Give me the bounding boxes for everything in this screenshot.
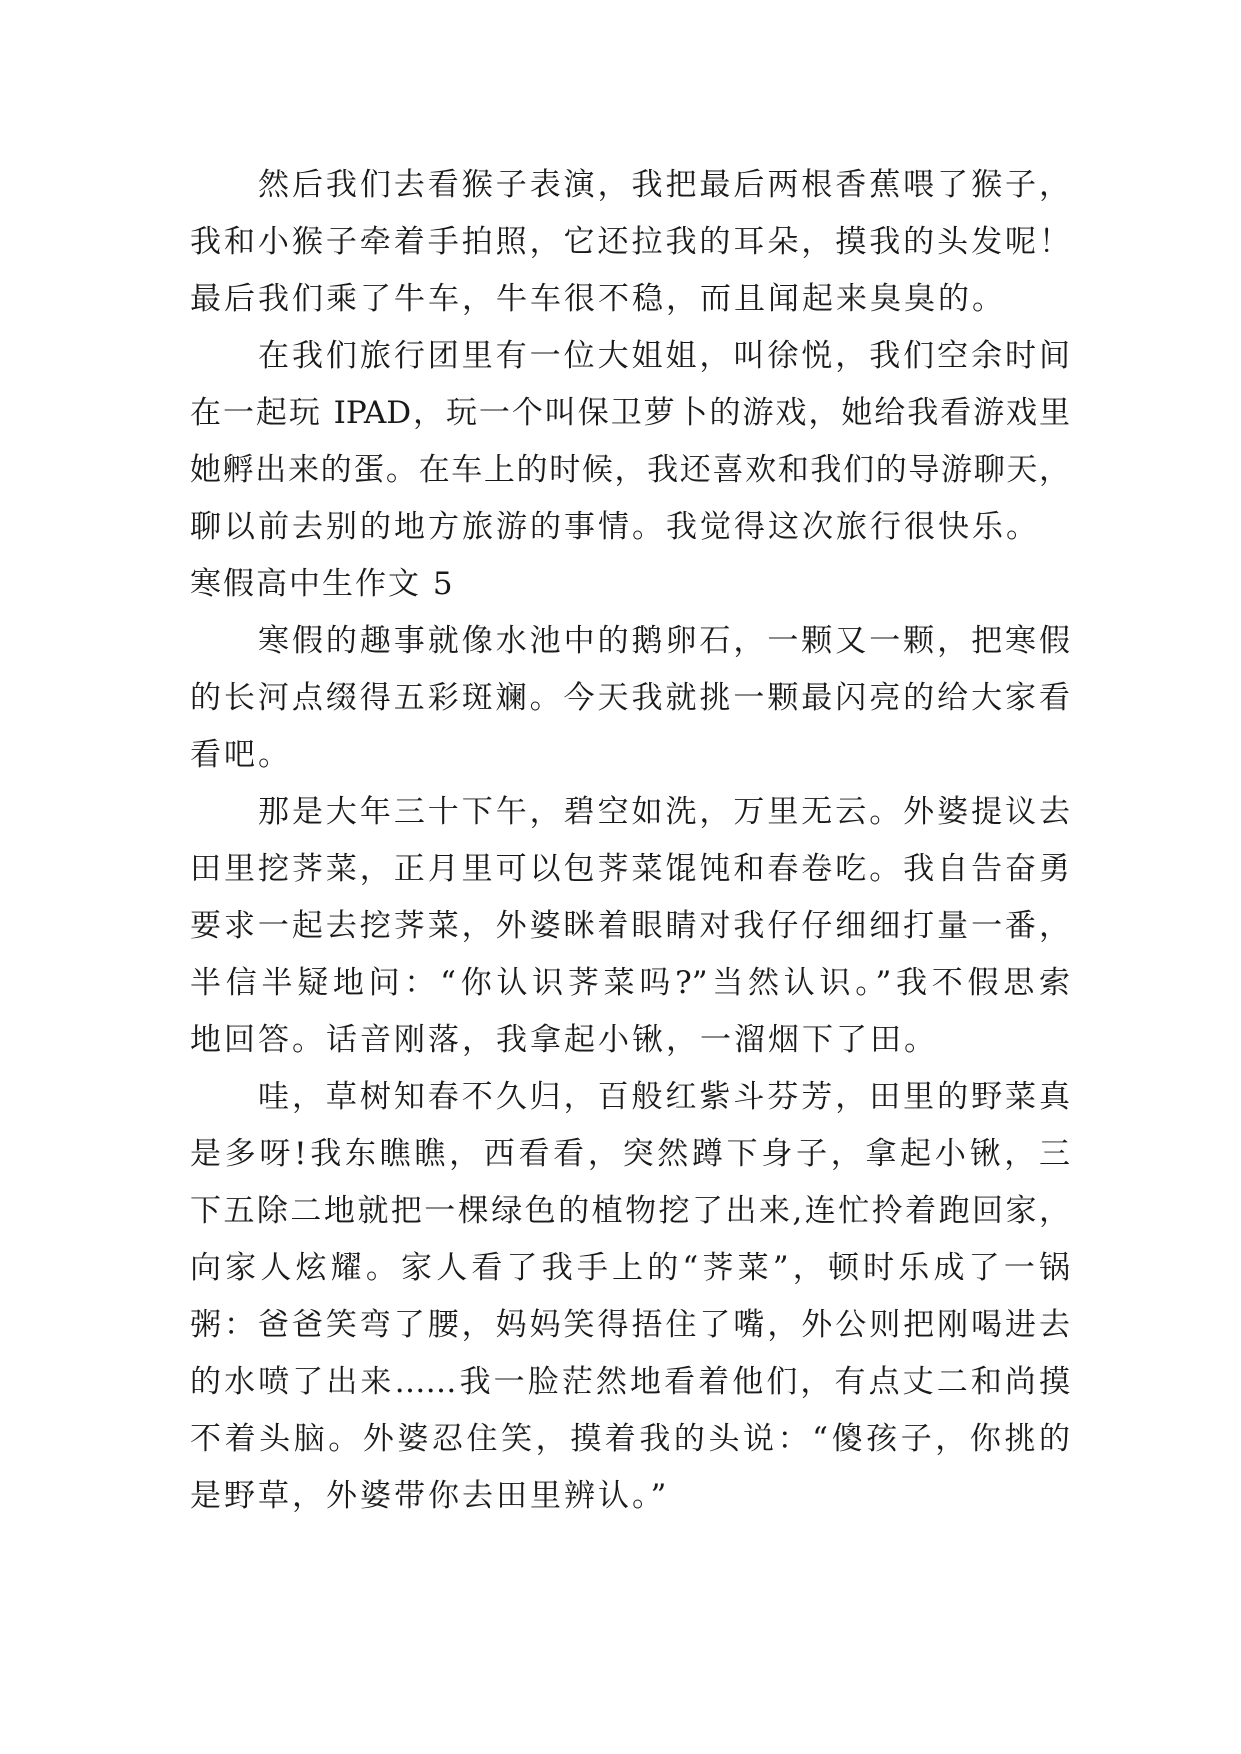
text-line: 在我们旅行团里有一位大姐姐，叫徐悦，我们空余时间 <box>258 338 1070 374</box>
text-line: 不着头脑。外婆忍住笑，摸着我的头说：“傻孩子，你挑的 <box>190 1421 1070 1457</box>
text-line: 下五除二地就把一棵绿色的植物挖了出来,连忙拎着跑回家， <box>190 1193 1070 1229</box>
text-line: 田里挖荠菜，正月里可以包荠菜馄饨和春卷吃。我自告奋勇 <box>190 851 1070 887</box>
text-line: 是野草，外婆带你去田里辨认。” <box>190 1478 670 1514</box>
text-line: 半信半疑地问：“你认识荠菜吗?”当然认识。”我不假思索 <box>190 965 1070 1001</box>
text-line: 最后我们乘了牛车，牛车很不稳，而且闻起来臭臭的。 <box>190 281 1006 317</box>
document-page <box>190 157 1070 1525</box>
text-line: 她孵出来的蛋。在车上的时候，我还喜欢和我们的导游聊天， <box>190 452 1070 488</box>
text-line: 然后我们去看猴子表演，我把最后两根香蕉喂了猴子， <box>258 167 1070 203</box>
text-line: 哇，草树知春不久归，百般红紫斗芬芳，田里的野菜真 <box>258 1079 1070 1115</box>
text-line: 我和小猴子牵着手拍照，它还拉我的耳朵，摸我的头发呢！ <box>190 224 1070 260</box>
text-line: 向家人炫耀。家人看了我手上的“荠菜”，顿时乐成了一锅 <box>190 1250 1070 1286</box>
text-line: 地回答。话音刚落，我拿起小锹，一溜烟下了田。 <box>190 1022 938 1058</box>
text-line: 粥：爸爸笑弯了腰，妈妈笑得捂住了嘴，外公则把刚喝进去 <box>190 1307 1070 1343</box>
text-line: 的水喷了出来……我一脸茫然地看着他们，有点丈二和尚摸 <box>190 1364 1070 1400</box>
text-line: 要求一起去挖荠菜，外婆眯着眼睛对我仔仔细细打量一番， <box>190 908 1070 944</box>
section-heading: 寒假高中生作文 5 <box>190 566 455 602</box>
text-line: 看吧。 <box>190 737 292 773</box>
text-line: 聊以前去别的地方旅游的事情。我觉得这次旅行很快乐。 <box>190 509 1040 545</box>
text-line: 在一起玩 IPAD，玩一个叫保卫萝卜的游戏，她给我看游戏里 <box>190 395 1070 431</box>
text-line: 的长河点缀得五彩斑斓。今天我就挑一颗最闪亮的给大家看 <box>190 680 1070 716</box>
text-line: 寒假的趣事就像水池中的鹅卵石，一颗又一颗，把寒假 <box>258 623 1070 659</box>
text-line: 是多呀!我东瞧瞧，西看看，突然蹲下身子，拿起小锹，三 <box>190 1136 1070 1172</box>
text-line: 那是大年三十下午，碧空如洗，万里无云。外婆提议去 <box>258 794 1070 830</box>
